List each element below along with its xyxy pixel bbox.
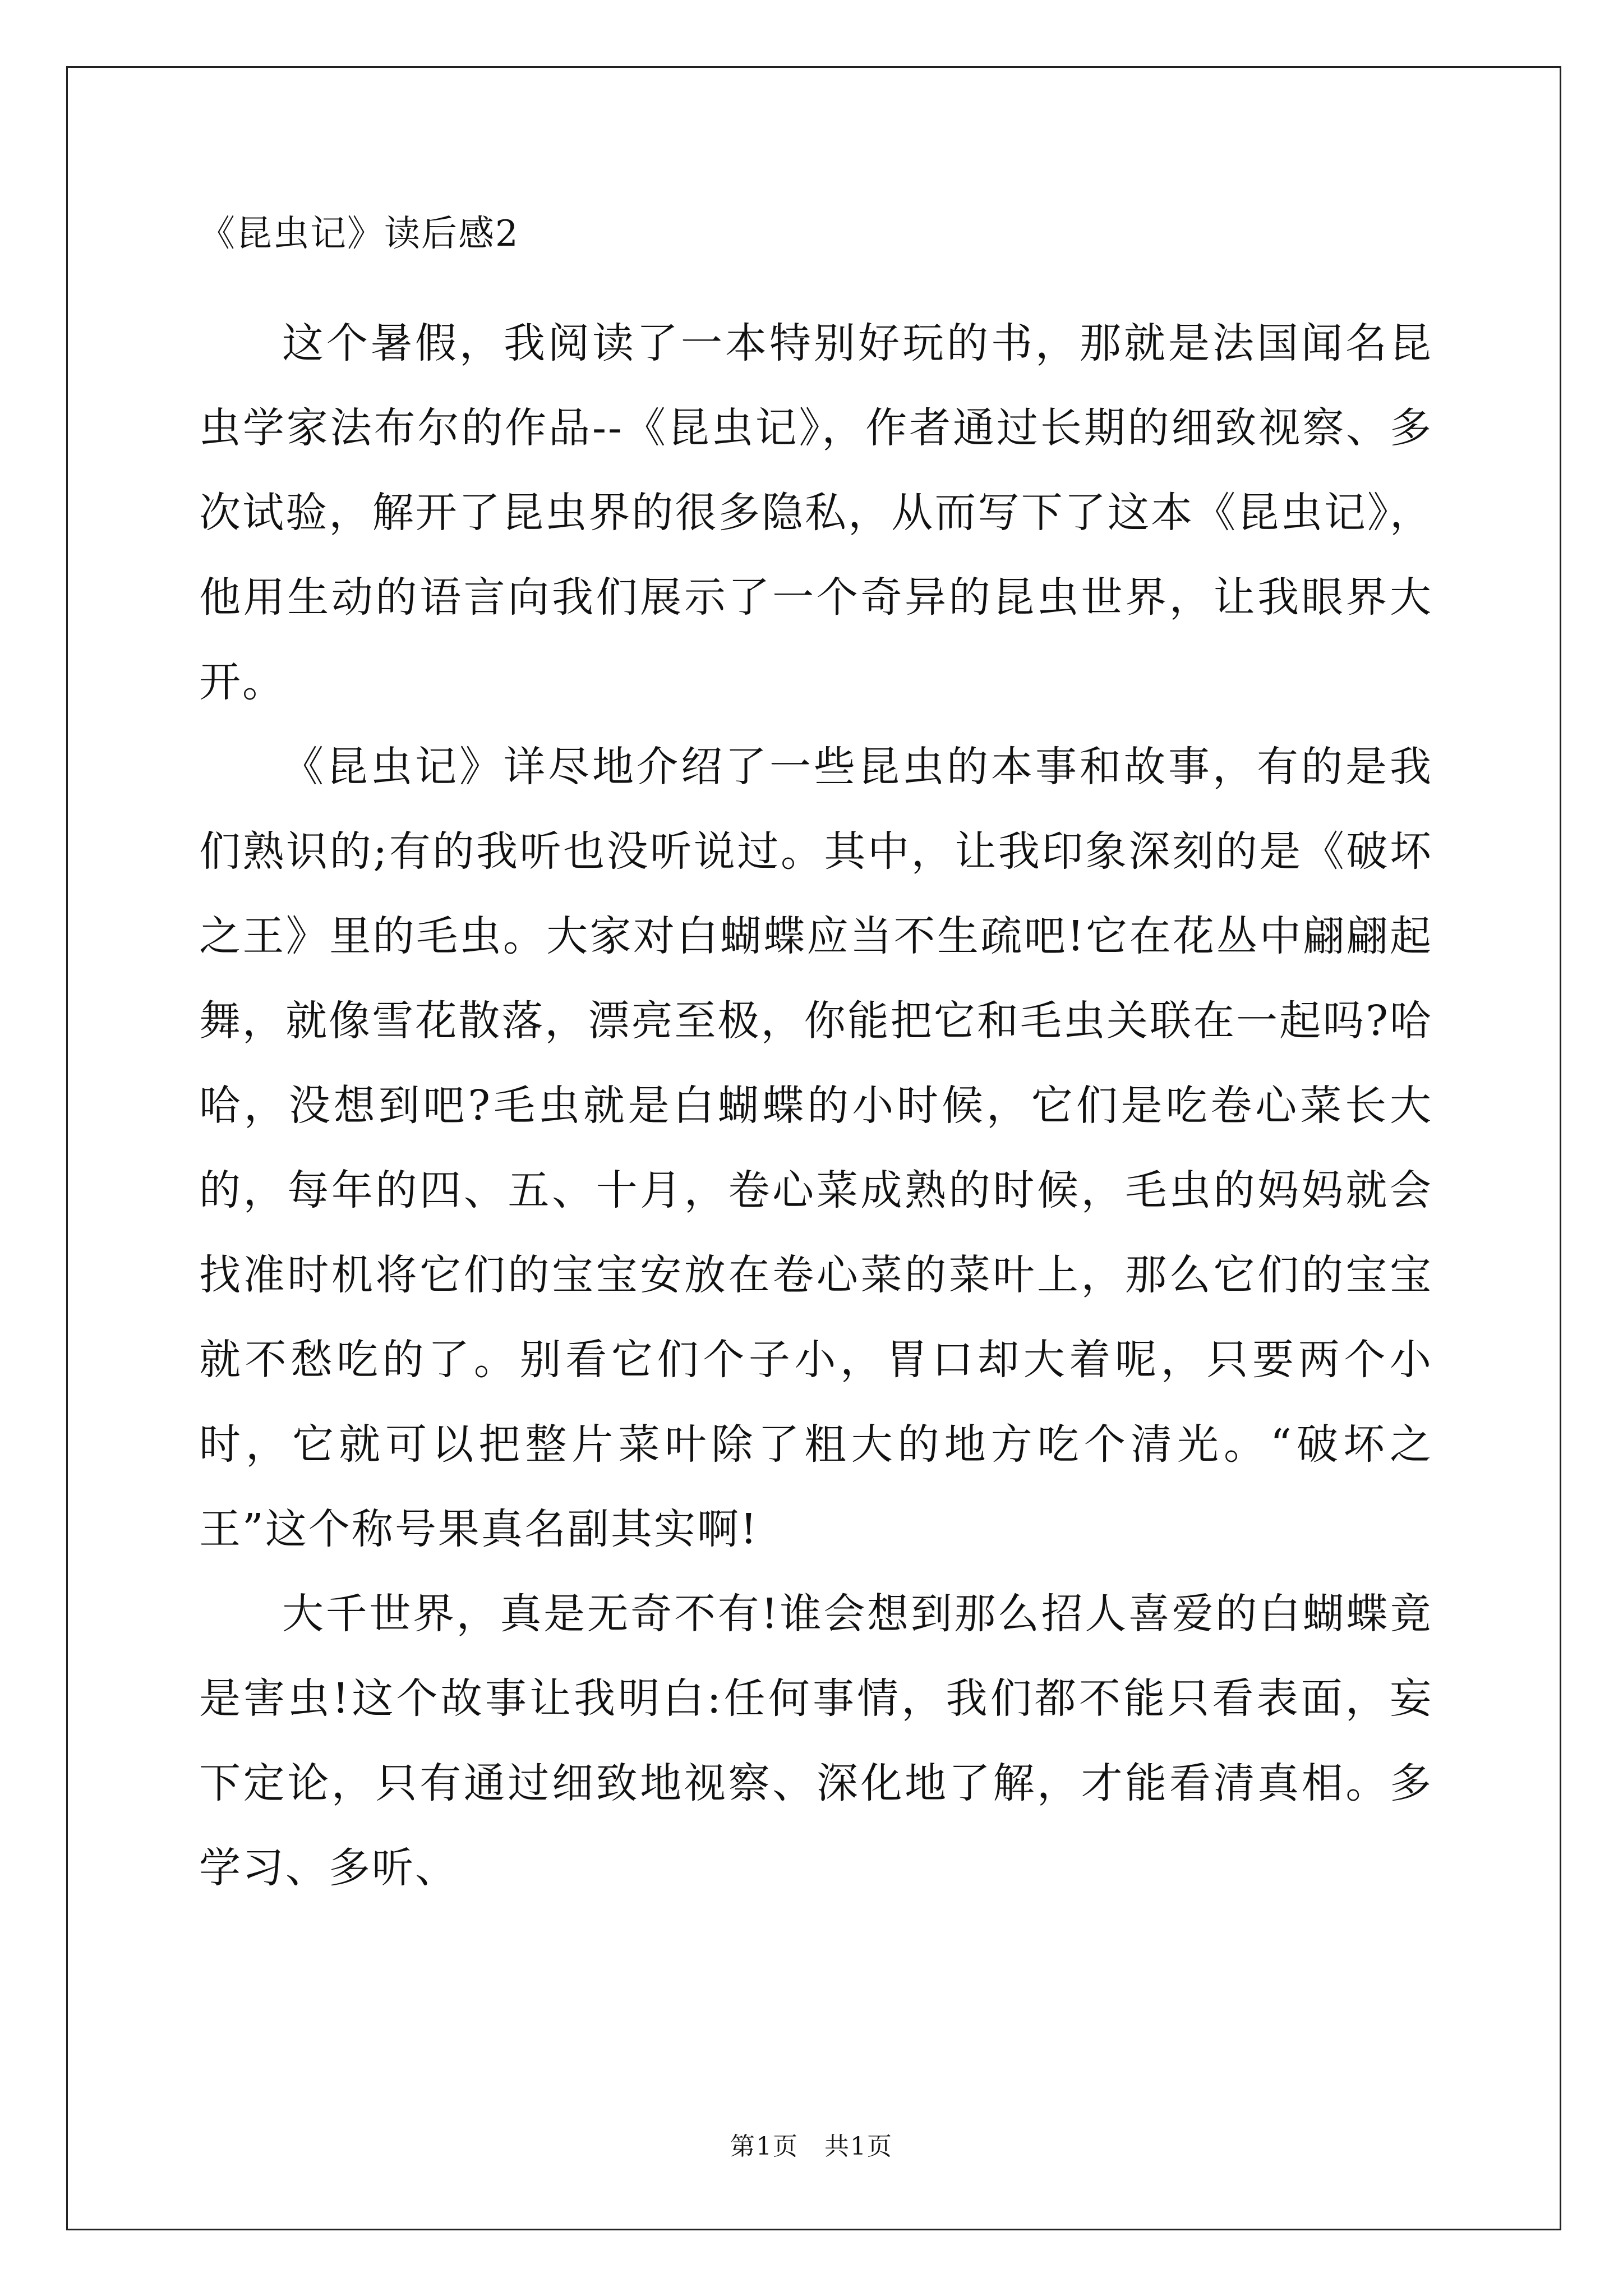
paragraph-2: 《昆虫记》详尽地介绍了一些昆虫的本事和故事，有的是我们熟识的;有的我听也没听说过。其中，让我印象深刻的是《破坏之王》里的毛虫。大家对白蝴蝶应当不生疏吧!它在花丛中翩翩起舞，就像雪花散落，漂亮至极，你能把它和毛虫关联在一起吗?哈哈，没想到吧?毛虫就是白蝴蝶的小时候，它们是吃卷心菜长大的，每年的四、五、十月，卷心菜成熟的时候，毛虫的妈妈就会找准时机将它们的宝宝安放在卷心菜的菜叶上，那么它们的宝宝就不愁吃的了。别看它们个子小，胃口却大着呢，只要两个小时，它就可以把整片菜叶除了粗大的地方吃个清光。“破坏之王”这个称号果真名副其实啊! bbox=[199, 743, 1433, 1553]
page-footer: 第1页 共1页 bbox=[730, 2132, 893, 2161]
document-title: 《昆虫记》读后感2 bbox=[199, 213, 519, 255]
paragraph-1: 这个暑假，我阅读了一本特别好玩的书，那就是法国闻名昆虫学家法布尔的作品--《昆虫记》，作者通过长期的细致视察、多次试验，解开了昆虫界的很多隐私，从而写下了这本《昆虫记》，他用生动的语言向我们展示了一个奇异的昆虫世界，让我眼界大开。 bbox=[199, 319, 1433, 706]
paragraph-3: 大千世界，真是无奇不有!谁会想到那么招人喜爱的白蝴蝶竟是害虫!这个故事让我明白:任何事情，我们都不能只看表面，妄下定论，只有通过细致地视察、深化地了解，才能看清真相。多学习、多听、 bbox=[199, 1590, 1433, 1892]
document-body bbox=[199, 213, 1433, 1911]
